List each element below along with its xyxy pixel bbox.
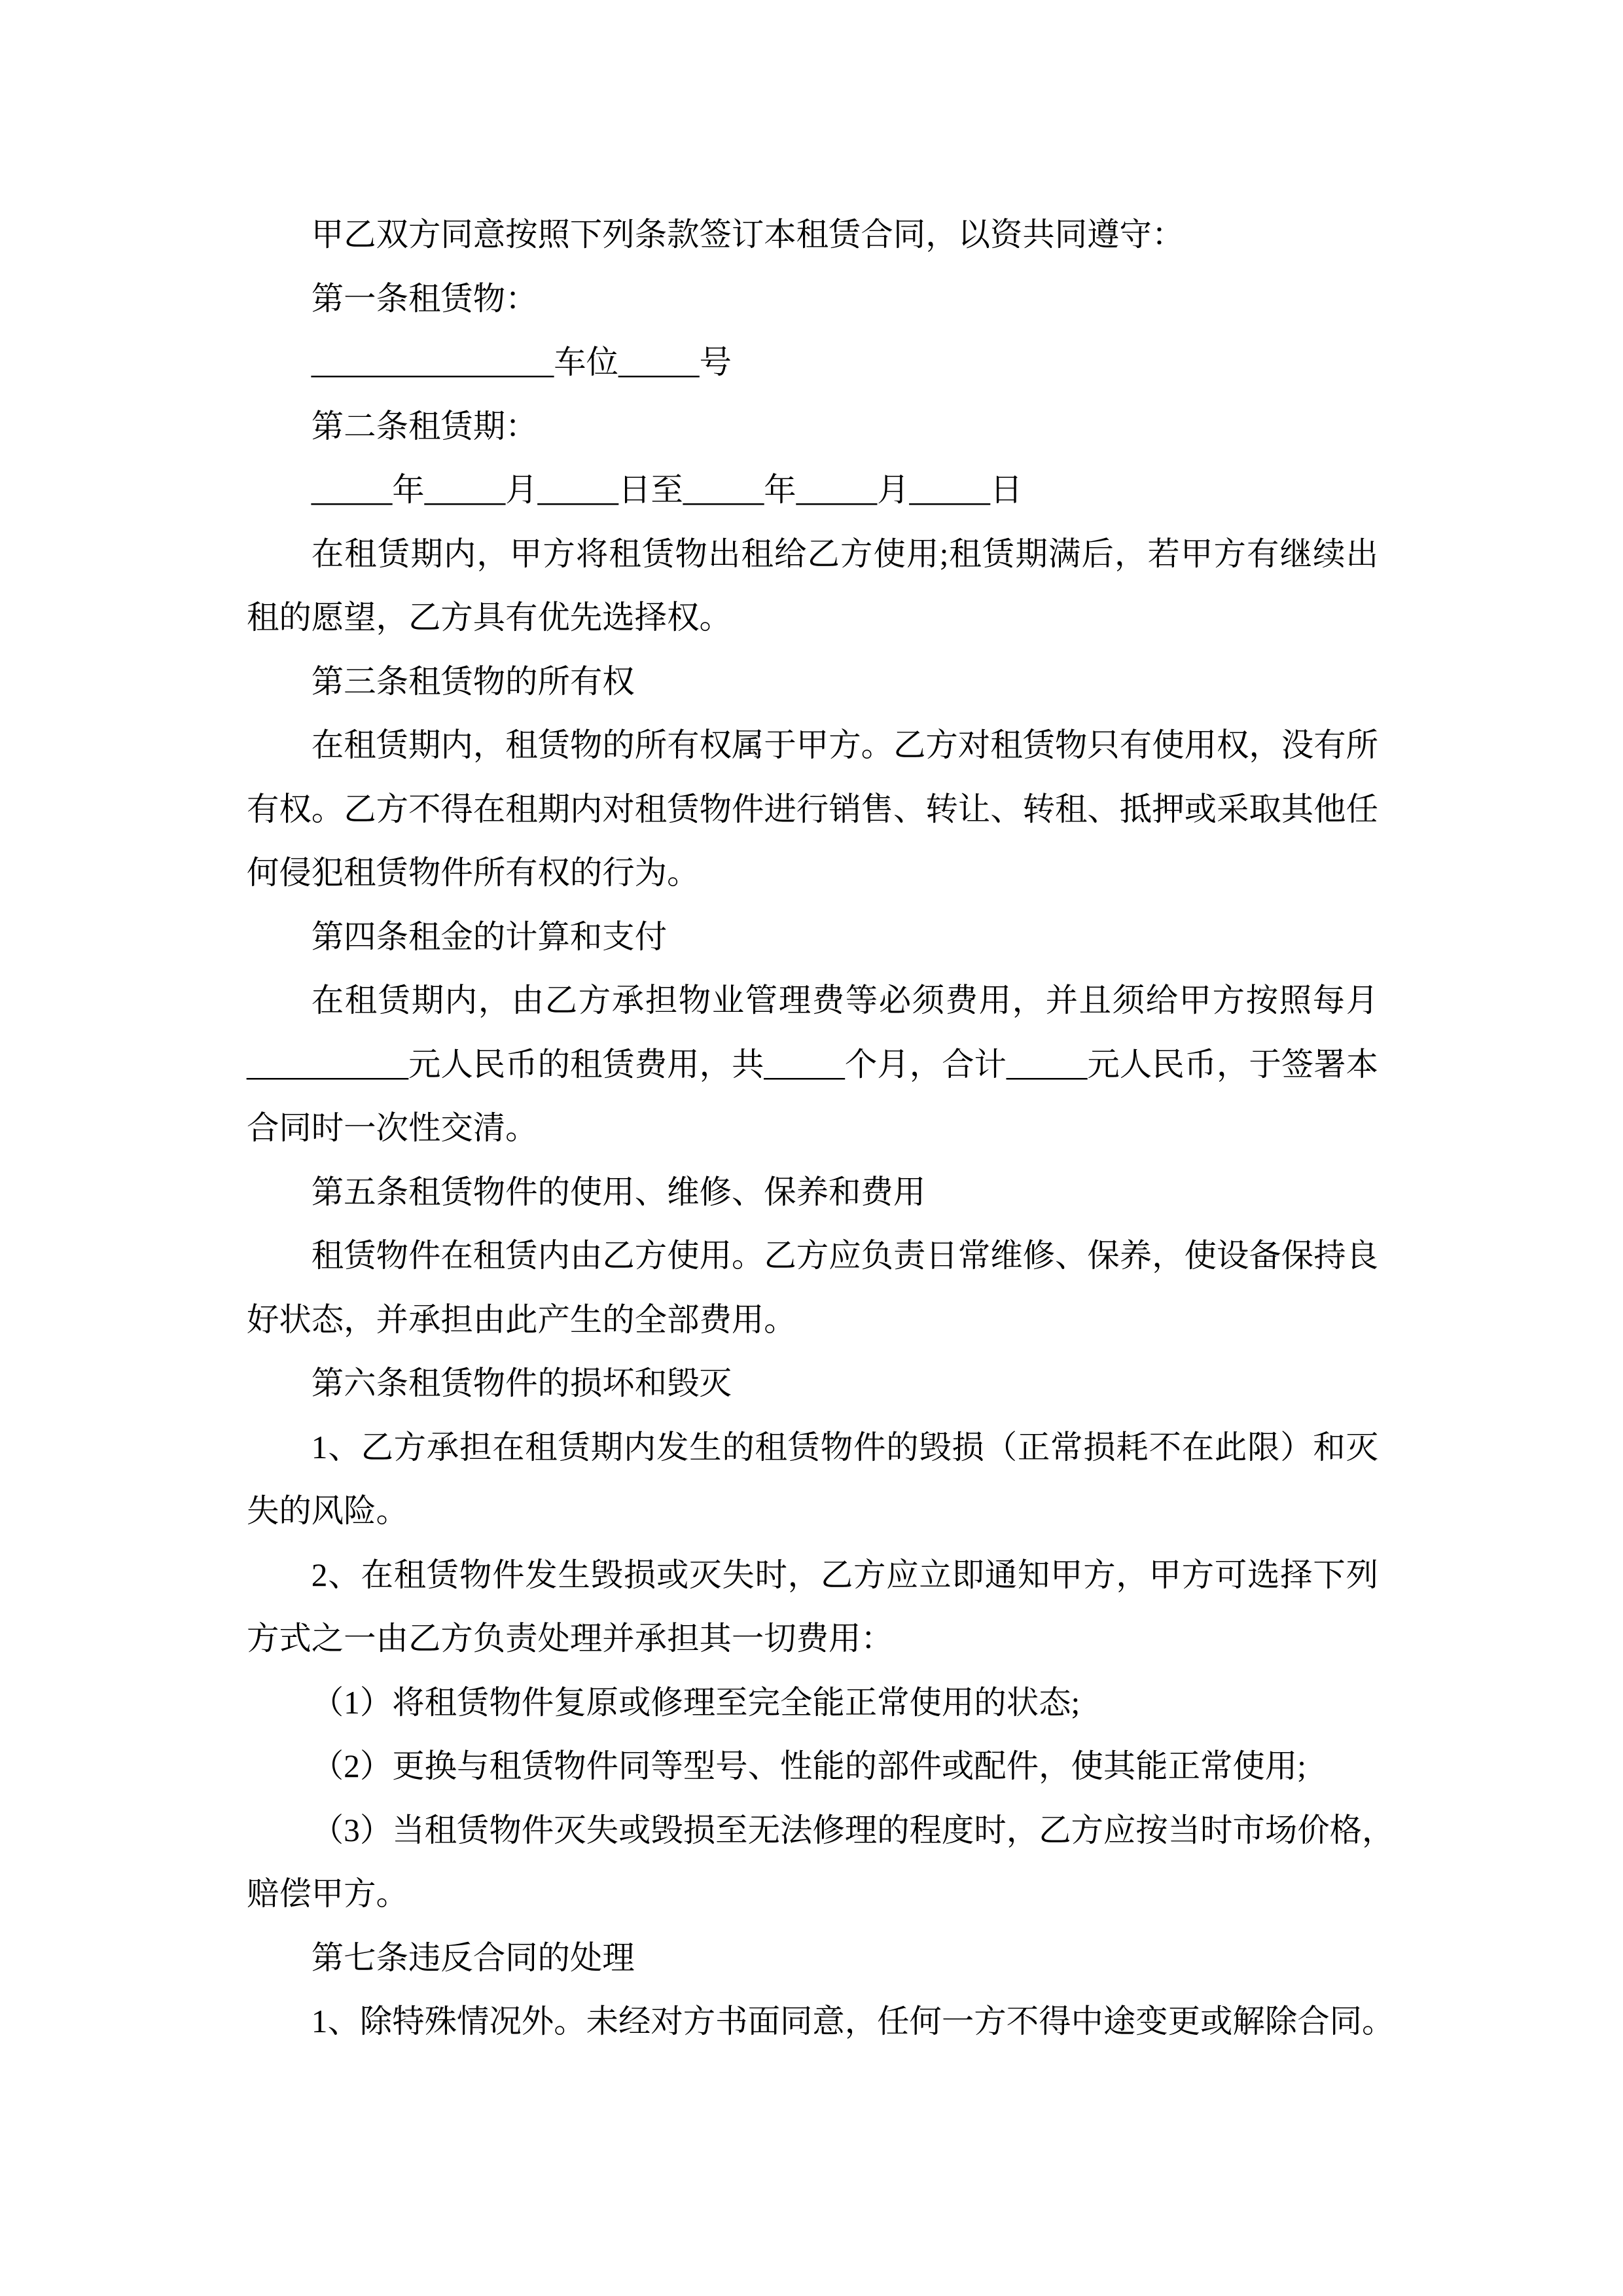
sub-clause	[247, 1734, 1378, 1799]
paragraph-line: 赔偿甲方。	[247, 1876, 408, 1912]
article-heading: 第三条租赁物的所有权	[311, 663, 635, 700]
paragraph-line: 失的风险。	[247, 1493, 408, 1529]
article-3	[247, 650, 1378, 905]
article-paragraph	[247, 522, 1378, 650]
paragraph-line: 方式之一由乙方负责处理并承担其一切费用：	[247, 1621, 893, 1657]
paragraph-line: 在租赁期内，租赁物的所有权属于甲方。乙方对租赁物只有使用权，没有所	[311, 727, 1378, 763]
article-6	[247, 1352, 1395, 1926]
article-heading: 第二条租赁期：	[311, 408, 538, 444]
article-paragraph	[247, 458, 1378, 522]
paragraph-line: （2）更换与租赁物件同等型号、性能的部件或配件，使其能正常使用;	[311, 1748, 1306, 1784]
article-2	[247, 395, 1378, 650]
paragraph-line: 有权。乙方不得在租期内对租赁物件进行销售、转让、转租、抵押或采取其他任	[247, 791, 1378, 827]
paragraph-line: 合同时一次性交清。	[247, 1110, 538, 1146]
article-heading: 第四条租金的计算和支付	[311, 918, 668, 955]
article-paragraph	[247, 1224, 1378, 1352]
lease-term-fill-in-line: _____年_____月_____日至_____年_____月_____日	[311, 472, 1023, 508]
article-paragraph	[247, 331, 1378, 395]
paragraph-line: 在租赁期内，甲方将租赁物出租给乙方使用;租赁期满后，若甲方有继续出	[311, 535, 1378, 572]
paragraph-line: （3）当租赁物件灭失或毁损至无法修理的程度时，乙方应按当时市场价格，	[311, 1812, 1395, 1848]
intro-line: 甲乙双方同意按照下列条款签订本租赁合同，以资共同遵守：	[311, 217, 1185, 253]
contract-body	[247, 203, 1395, 2054]
numbered-clause	[247, 1990, 1395, 2054]
article-1	[247, 267, 1378, 395]
article-heading: 第七条违反合同的处理	[311, 1939, 635, 1976]
numbered-clause	[247, 1543, 1378, 1671]
rent-fill-in-line: __________元人民币的租赁费用，共_____个月，合计_____元人民币，于签署本	[247, 1046, 1378, 1083]
paragraph-line: 2、在租赁物件发生毁损或灭失时，乙方应立即通知甲方，甲方可选择下列	[311, 1556, 1378, 1593]
intro-paragraph	[247, 203, 1378, 267]
paragraph-line: 在租赁期内，由乙方承担物业管理费等必须费用，并且须给甲方按照每月	[311, 982, 1378, 1018]
article-7	[247, 1926, 1395, 2054]
paragraph-line: 租赁物件在租赁内由乙方使用。乙方应负责日常维修、保养，使设备保持良	[311, 1238, 1378, 1274]
article-heading: 第六条租赁物件的损坏和毁灭	[311, 1365, 732, 1401]
article-4	[247, 905, 1378, 1160]
paragraph-line: 何侵犯租赁物件所有权的行为。	[247, 855, 700, 891]
paragraph-line: 1、乙方承担在租赁期内发生的租赁物件的毁损（正常损耗不在此限）和灭	[311, 1429, 1378, 1465]
numbered-clause	[247, 1416, 1378, 1543]
article-5	[247, 1160, 1378, 1352]
article-heading: 第五条租赁物件的使用、维修、保养和费用	[311, 1174, 926, 1210]
sub-clause	[247, 1799, 1395, 1926]
parking-space-fill-in-line: _______________车位_____号	[311, 344, 732, 380]
paragraph-line: （1）将租赁物件复原或修理至完全能正常使用的状态;	[311, 1684, 1080, 1721]
sub-clause	[247, 1671, 1378, 1735]
article-heading: 第一条租赁物：	[311, 280, 538, 317]
paragraph-line: 1、除特殊情况外。未经对方书面同意，任何一方不得中途变更或解除合同。	[311, 2003, 1395, 2039]
article-paragraph	[247, 969, 1378, 1160]
paragraph-line: 好状态，并承担由此产生的全部费用。	[247, 1301, 796, 1338]
article-paragraph	[247, 713, 1378, 905]
paragraph-line: 租的愿望，乙方具有优先选择权。	[247, 600, 732, 636]
